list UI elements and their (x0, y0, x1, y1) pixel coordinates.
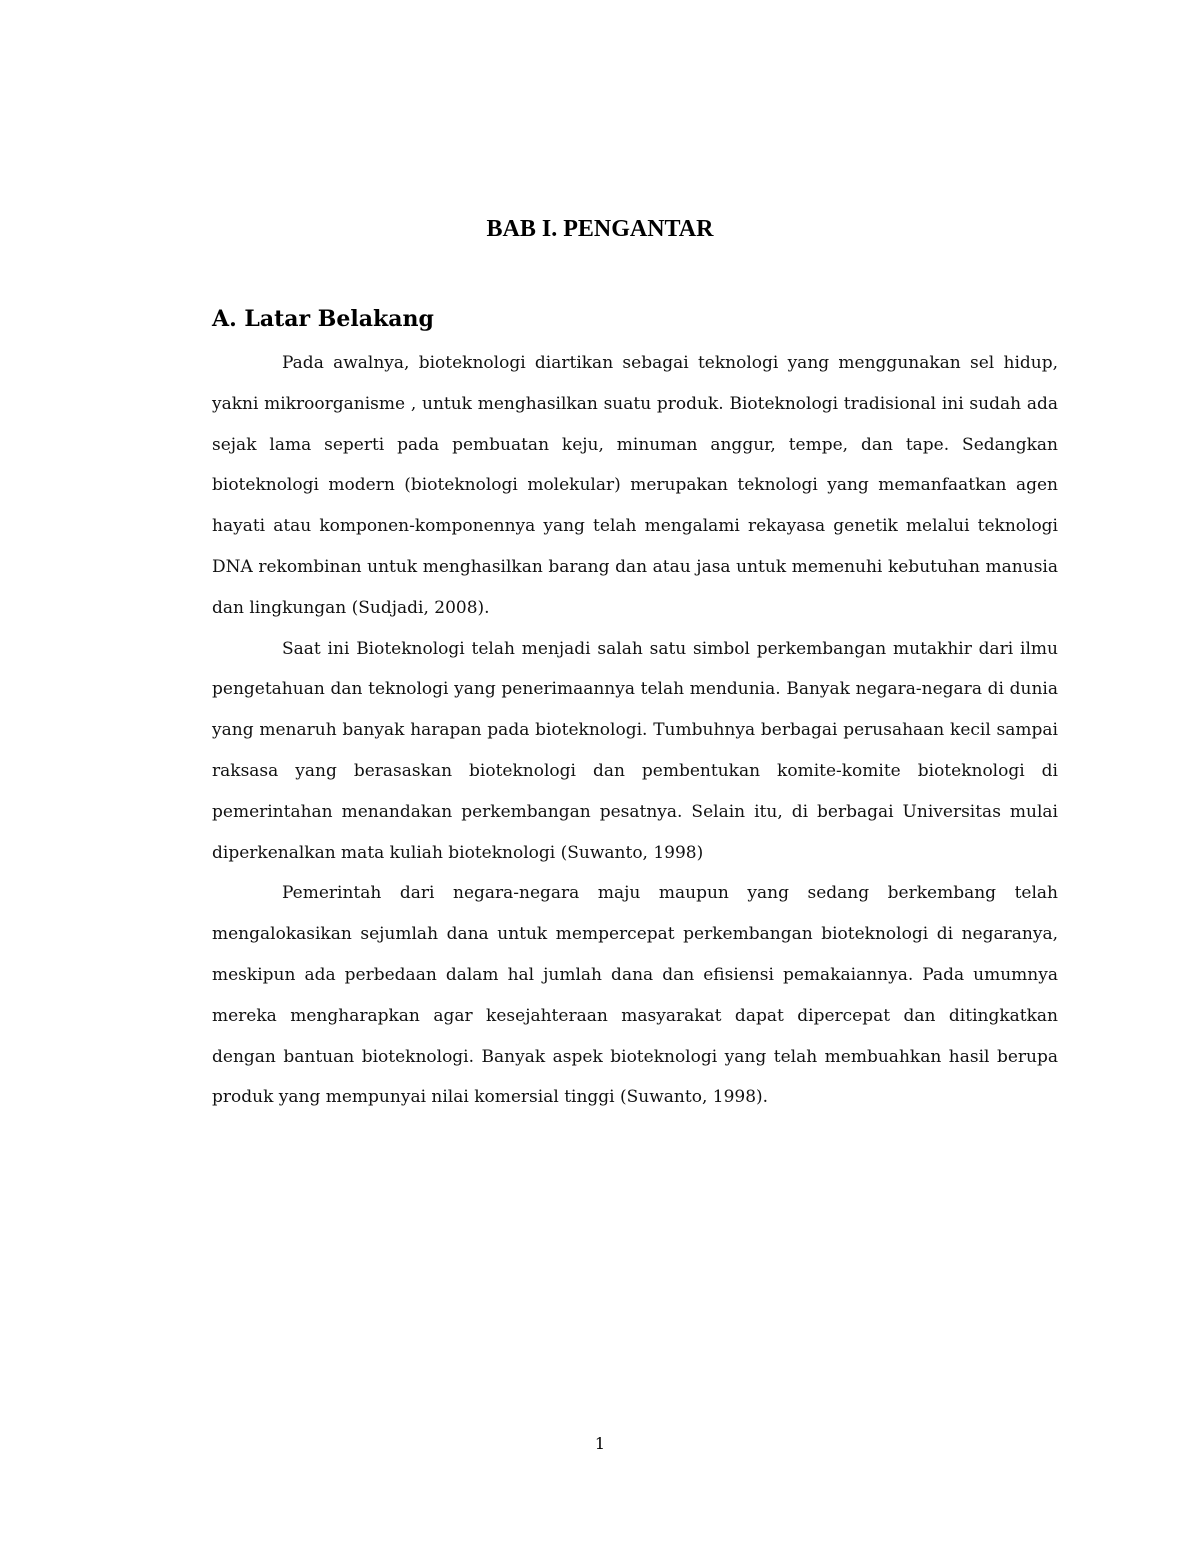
paragraph-1: Pada awalnya, bioteknologi diartikan sebagai teknologi yang menggunakan sel hidup, yakni mikroorganisme , untuk menghasilkan suatu produk. Bioteknologi tradisional ini sudah ada sejak lama seperti pada pembuatan keju, minuman anggur, tempe, dan tape. Sedangkan bioteknologi modern (bioteknologi molekular) merupakan teknologi yang memanfaatkan agen hayati atau komponen-komponennya yang telah mengalami rekayasa genetik melalui teknologi DNA rekombinan untuk menghasilkan barang dan atau jasa untuk memenuhi kebutuhan manusia dan lingkungan (Sudjadi, 2008). (212, 353, 1058, 618)
section-heading: A. Latar Belakang (212, 306, 434, 332)
paragraph-2: Saat ini Bioteknologi telah menjadi salah satu simbol perkembangan mutakhir dari ilmu pengetahuan dan teknologi yang penerimaannya telah mendunia. Banyak negara-negara di dunia yang menaruh banyak harapan pada bioteknologi. Tumbuhnya berbagai perusahaan kecil sampai raksasa yang berasaskan bioteknologi dan pembentukan komite-komite bioteknologi di pemerintahan menandakan perkembangan pesatnya. Selain itu, di berbagai Universitas mulai diperkenalkan mata kuliah bioteknologi (Suwanto, 1998) (212, 638, 1058, 863)
chapter-title: BAB I. PENGANTAR (486, 216, 714, 242)
page-number: 1 (594, 1434, 606, 1453)
paragraph-3: Pemerintah dari negara-negara maju maupun yang sedang berkembang telah mengalokasikan sejumlah dana untuk mempercepat perkembangan bioteknologi di negaranya, meskipun ada perbedaan dalam hal jumlah dana dan efisiensi pemakaiannya. Pada umumnya mereka mengharapkan agar kesejahteraan masyarakat dapat dipercepat dan ditingkatkan dengan bantuan bioteknologi. Banyak aspek bioteknologi yang telah membuahkan hasil berupa produk yang mempunyai nilai komersial tinggi (Suwanto, 1998). (212, 883, 1058, 1108)
body-text (212, 343, 1058, 1118)
